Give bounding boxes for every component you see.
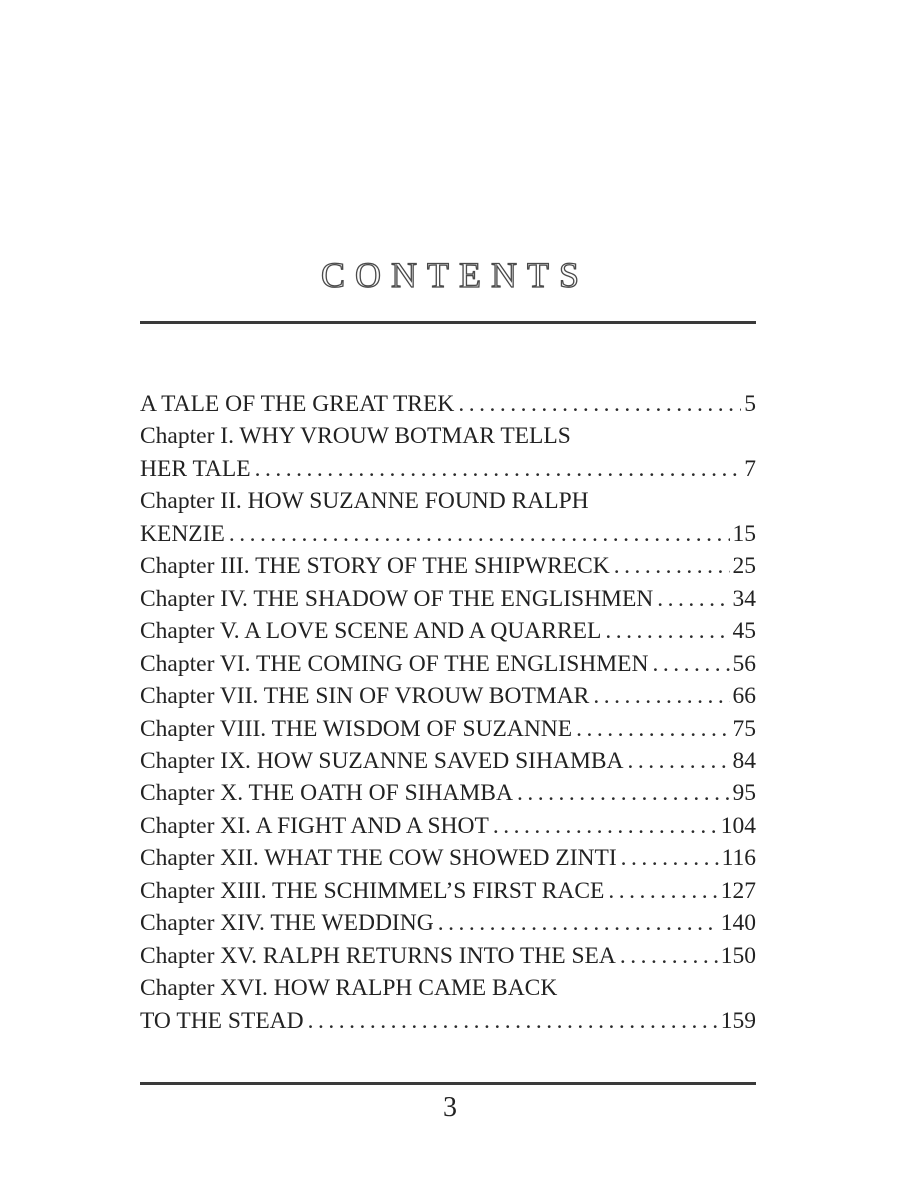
toc-entry-page: 66 (732, 683, 756, 710)
toc-entry-page: 150 (720, 942, 756, 969)
toc-entry-title: Chapter IX. HOW SUZANNE SAVED SIHAMBA (140, 747, 624, 774)
toc-leader-dots (657, 583, 729, 615)
toc-entry-title: KENZIE (140, 520, 225, 547)
toc-entry[interactable] (140, 1005, 756, 1037)
toc-leader-dots (653, 648, 730, 680)
toc-list (140, 388, 756, 1037)
toc-entry-title: Chapter VII. THE SIN OF VROUW BOTMAR (140, 683, 590, 710)
toc-entry-title: Chapter XI. A FIGHT AND A SHOT (140, 812, 489, 839)
page-title: CONTENTS (321, 255, 589, 295)
toc-entry-page: 84 (732, 747, 756, 774)
toc-entry[interactable] (140, 583, 756, 615)
toc-entry-page: 95 (732, 780, 756, 807)
toc-leader-dots (576, 713, 729, 745)
toc-entry-page: 116 (721, 845, 756, 872)
toc-entry[interactable] (140, 777, 756, 809)
toc-entry-title: Chapter XIV. THE WEDDING (140, 910, 434, 937)
toc-entry-title: Chapter IV. THE SHADOW OF THE ENGLISHMEN (140, 585, 654, 612)
toc-entry[interactable] (140, 680, 756, 712)
toc-entry[interactable] (140, 420, 756, 452)
toc-entry-title: A TALE OF THE GREAT TREK (140, 391, 455, 417)
toc-entry-page: 127 (720, 877, 756, 904)
toc-entry-title: Chapter VIII. THE WISDOM OF SUZANNE (140, 715, 573, 742)
toc-leader-dots (458, 388, 741, 420)
toc-entry-title: Chapter XV. RALPH RETURNS INTO THE SEA (140, 942, 616, 969)
toc-leader-dots (620, 940, 718, 972)
toc-entry-page: 5 (744, 391, 756, 417)
top-rule-divider (140, 321, 756, 324)
toc-entry-title: Chapter II. HOW SUZANNE FOUND RALPH (140, 488, 589, 515)
toc-entry-title: Chapter X. THE OATH OF SIHAMBA (140, 780, 513, 807)
toc-leader-dots (627, 745, 729, 777)
toc-entry[interactable] (140, 485, 756, 517)
toc-leader-dots (608, 875, 717, 907)
toc-entry-page: 159 (720, 1007, 756, 1034)
toc-entry[interactable] (140, 842, 756, 874)
toc-entry[interactable] (140, 810, 756, 842)
toc-entry-title: TO THE STEAD (140, 1007, 304, 1034)
toc-entry-page: 75 (732, 715, 756, 742)
toc-entry-title: Chapter III. THE STORY OF THE SHIPWRECK (140, 553, 610, 580)
toc-entry-title: Chapter V. A LOVE SCENE AND A QUARREL (140, 618, 602, 645)
toc-entry[interactable] (140, 745, 756, 777)
toc-entry[interactable] (140, 453, 756, 485)
toc-leader-dots (308, 1005, 718, 1037)
toc-entry[interactable] (140, 713, 756, 745)
toc-entry-page: 104 (720, 812, 756, 839)
toc-entry[interactable] (140, 875, 756, 907)
toc-leader-dots (229, 518, 730, 550)
toc-leader-dots (614, 550, 730, 582)
bottom-rule-divider (140, 1082, 756, 1085)
toc-entry-page: 140 (720, 910, 756, 937)
toc-entry-title: Chapter XIII. THE SCHIMMEL’S FIRST RACE (140, 877, 605, 904)
toc-entry-page: 7 (744, 455, 756, 482)
toc-entry-title: Chapter I. WHY VROUW BOTMAR TELLS (140, 423, 571, 450)
toc-entry[interactable] (140, 648, 756, 680)
toc-entry-page: 45 (732, 618, 756, 645)
toc-entry-title: Chapter VI. THE COMING OF THE ENGLISHMEN (140, 650, 649, 677)
toc-entry-page: 56 (732, 650, 756, 677)
toc-leader-dots (255, 453, 742, 485)
toc-entry[interactable] (140, 550, 756, 582)
toc-entry[interactable] (140, 615, 756, 647)
toc-entry-page: 15 (732, 520, 756, 547)
toc-leader-dots (621, 842, 719, 874)
toc-leader-dots (605, 615, 729, 647)
page-number: 3 (443, 1092, 457, 1123)
toc-entry-title: Chapter XII. WHAT THE COW SHOWED ZINTI (140, 845, 617, 872)
toc-leader-dots (493, 810, 718, 842)
toc-entry[interactable] (140, 907, 756, 939)
toc-entry[interactable] (140, 388, 756, 420)
toc-entry-page: 34 (732, 585, 756, 612)
toc-entry[interactable] (140, 972, 756, 1004)
toc-entry[interactable] (140, 940, 756, 972)
toc-entry-title: Chapter XVI. HOW RALPH CAME BACK (140, 975, 558, 1002)
toc-entry[interactable] (140, 518, 756, 550)
toc-entry-page: 25 (732, 553, 756, 580)
toc-leader-dots (517, 777, 730, 809)
toc-leader-dots (593, 680, 729, 712)
toc-leader-dots (438, 907, 718, 939)
toc-entry-title: HER TALE (140, 455, 251, 482)
